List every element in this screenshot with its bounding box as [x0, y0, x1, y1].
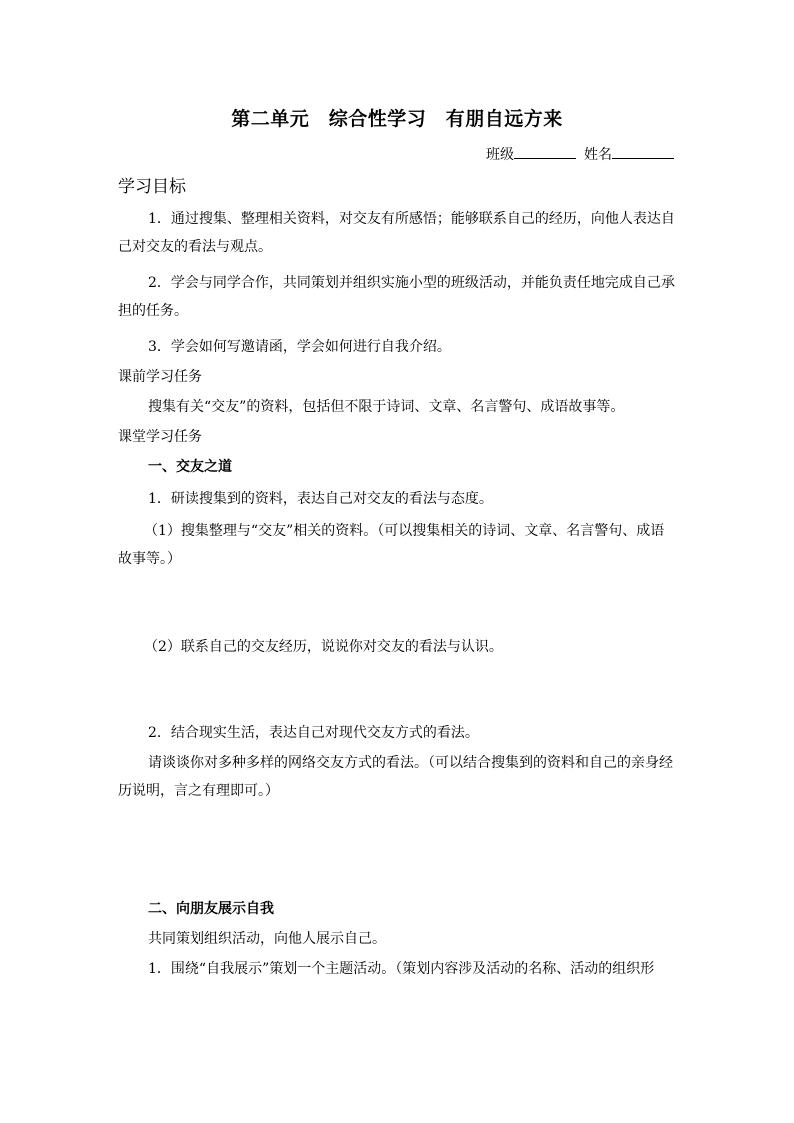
part-1-item-1-sub-2: （2）联系自己的交友经历，说说你对交友的看法与认识。: [144, 639, 503, 655]
part-2-intro: 共同策划组织活动，向他人展示自己。: [148, 931, 386, 947]
class-name-line: [486, 144, 674, 164]
answer-space[interactable]: [118, 805, 676, 889]
class-task-heading: 课堂学习任务: [118, 429, 202, 445]
section-goals-heading: 学习目标: [118, 177, 186, 197]
part-2-heading: 二、向朋友展示自我: [148, 901, 274, 917]
answer-space[interactable]: [118, 573, 676, 629]
pre-task-text: 搜集有关“交友”的资料，包括但不限于诗词、文章、名言警句、成语故事等。: [148, 399, 625, 415]
class-label: 班级: [486, 147, 514, 163]
answer-space[interactable]: [118, 661, 676, 717]
goal-item-3: 3．学会如何写邀请函，学会如何进行自我介绍。: [148, 339, 451, 355]
part-2-item-1: 1．围绕“自我展示”策划一个主题活动。（策划内容涉及活动的名称、活动的组织形: [148, 961, 655, 977]
part-1-item-1: 1．研读搜集到的资料，表达自己对交友的看法与态度。: [148, 491, 493, 507]
name-blank[interactable]: [612, 146, 674, 159]
document-title: 第二单元 综合性学习 有朋自远方来: [231, 108, 563, 130]
goal-item-1: 1．通过搜集、整理相关资料，对交友有所感悟；能够联系自己的经历，向他人表达自己对交友的看法与观点。: [118, 211, 675, 255]
name-label: 姓名: [584, 147, 612, 163]
pre-task-heading: 课前学习任务: [118, 369, 202, 385]
part-1-heading: 一、交友之道: [148, 459, 232, 475]
document-body: [118, 173, 676, 983]
part-1-item-1-sub-1: （1）搜集整理与“交友”相关的资料。（可以搜集相关的诗词、文章、名言警句、成语故事等。）: [118, 523, 665, 567]
part-1-item-2-text: 请谈谈你对多种多样的网络交友方式的看法。（可以结合搜集到的资料和自己的亲身经历说明，言之有理即可。）: [118, 755, 673, 799]
class-blank[interactable]: [514, 146, 576, 159]
goal-item-2: 2．学会与同学合作，共同策划并组织实施小型的班级活动，并能负责任地完成自己承担的任务。: [118, 275, 675, 319]
part-1-item-2: 2．结合现实生活，表达自己对现代交友方式的看法。: [148, 725, 479, 741]
